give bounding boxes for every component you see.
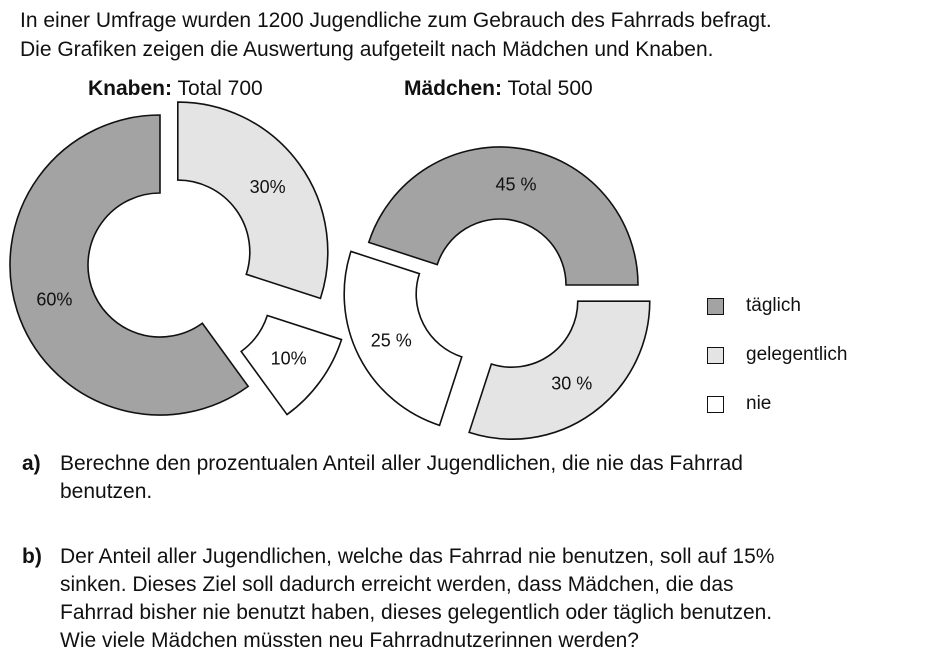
question-a-label: a) xyxy=(22,452,41,475)
question-a-text xyxy=(60,450,743,506)
chart2-label-taeglich: 45 % xyxy=(495,174,537,195)
maedchen-title-bold: Mädchen: xyxy=(404,77,503,100)
maedchen-title-total: Total 500 xyxy=(502,77,593,100)
legend-item-nie xyxy=(707,392,847,416)
legend-item-gelegentlich xyxy=(707,343,847,367)
legend-swatch-nie xyxy=(707,396,724,413)
chart2-label-gelegentlich: 30 % xyxy=(551,373,593,394)
chart1-label-nie: 10% xyxy=(270,348,307,369)
question-b xyxy=(22,543,774,655)
legend xyxy=(707,294,847,441)
question-b-label: b) xyxy=(22,545,42,568)
question-b-line: sinken. Dieses Ziel soll dadurch erreicht werden, dass Mädchen, die das xyxy=(60,573,734,596)
chart1-label-taeglich: 60% xyxy=(36,289,73,310)
legend-item-taeglich xyxy=(707,294,847,318)
legend-swatch-taeglich xyxy=(707,298,724,315)
intro-line-2: Die Grafiken zeigen die Auswertung aufgeteilt nach Mädchen und Knaben. xyxy=(20,38,714,61)
chart2-slice-gelegentlich xyxy=(469,301,650,439)
chart1-slice-gelegentlich xyxy=(178,102,328,298)
question-a-line: Berechne den prozentualen Anteil aller Jugendlichen, die nie das Fahrrad xyxy=(60,452,743,475)
chart1-label-gelegentlich: 30% xyxy=(249,176,286,197)
legend-swatch-gelegentlich xyxy=(707,347,724,364)
chart2-slice-taeglich xyxy=(369,147,638,285)
chart2-label-nie: 25 % xyxy=(370,330,412,351)
question-b-line: Der Anteil aller Jugendlichen, welche das Fahrrad nie benutzen, soll auf 15% xyxy=(60,545,775,568)
legend-label-taeglich: täglich xyxy=(746,295,801,316)
question-b-line: Fahrrad bisher nie benutzt haben, dieses gelegentlich oder täglich benutzen. xyxy=(60,601,773,624)
question-b-line: Wie viele Mädchen müssten neu Fahrradnutzerinnen werden? xyxy=(60,629,639,652)
knaben-title-bold: Knaben: xyxy=(88,77,172,100)
legend-label-nie: nie xyxy=(746,393,772,414)
knaben-title-total: Total 700 xyxy=(172,77,263,100)
question-a-line: benutzen. xyxy=(60,480,153,503)
question-b-text xyxy=(60,543,774,655)
question-a xyxy=(22,450,743,506)
legend-label-gelegentlich: gelegentlich xyxy=(746,344,848,365)
intro-line-1: In einer Umfrage wurden 1200 Jugendliche zum Gebrauch des Fahrrads befragt. xyxy=(20,9,772,32)
